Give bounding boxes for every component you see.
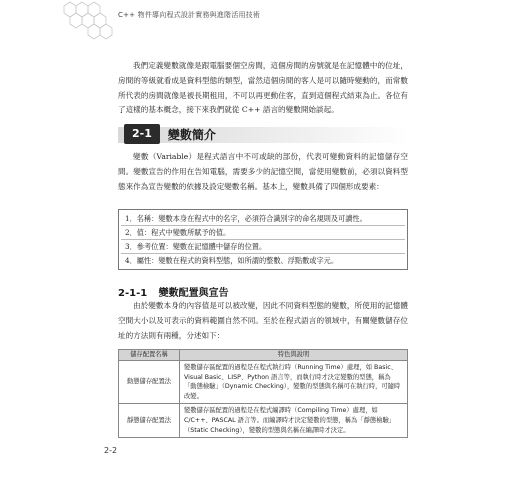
table-cell-name: 靜態儲存配置法 (119, 404, 180, 438)
section-heading-bar (118, 127, 408, 143)
feature-item: 3．參考位置：變數在記憶體中儲存的位置。 (125, 242, 267, 251)
subsection-paragraph: 由於變數本身的內容值是可以被改變，因此不同資料型態的變數，所使用的記憶體空間大小以及可表示的資料範圍自然不同。至於在程式語言的領域中，有關變數儲存位址的方法則有兩種，分述如下： (118, 301, 408, 340)
section-title: 變數簡介 (167, 127, 216, 142)
table-header-cell: 儲存配置名稱 (119, 350, 180, 361)
storage-method-table (118, 349, 408, 438)
section-paragraph: 變數（Variable）是程式語言中不可或缺的部份，代表可變動資料的記憶儲存空間。變數宣告的作用在告知電腦，需要多少的記憶空間，當使用變數前，必須以資料型態來作為宣告變數的依據及設定變數名稱。基本上，變數具備了四個形成要素： (118, 152, 408, 191)
section-heading (118, 124, 408, 144)
table-cell-description: 變數儲存區配置的過程是在程式執行時（Running Time）處理，如 Basic、Visual Basic、LISP、Python 語言等，而執行時才決定變數的型態，稱為「動態檢驗」（Dynamic Checking），變數的型態與名稱可在執行時，可隨時改變。 (180, 361, 408, 404)
subsection-title: 變數配置與宣告 (158, 288, 229, 299)
table-row (119, 361, 408, 404)
page-number: 2-2 (104, 446, 118, 455)
feature-list-box (118, 209, 408, 270)
intro-paragraph: 我們定義變數就像是跟電腦要個空房間，這個房間的房號就是在記憶體中的位址，房間的等級就看成是資料型態的類型，當然這個房間的客人是可以隨時變動的，而常數所代表的房間就像是被長期租用，不可以再更動住客，直到這個程式結束為止。各位有了這樣的基本概念，接下來我們就從 C++ 語言的變數開始談起。 (118, 61, 408, 115)
table-cell-description: 變數儲存區配置的過程是在程式編譯時（Compiling Time）處理，如 C/C++、PASCAL 語言等。而編譯時才決定變數的型態，稱為「靜態檢驗」（Static Checking），變數的型態與名稱在編譯時才決定。 (180, 404, 408, 438)
feature-item: 1．名稱：變數本身在程式中的名字，必須符合識別字的命名規則及可讀性。 (125, 214, 367, 223)
table-row (119, 404, 408, 438)
subsection-heading (118, 284, 229, 299)
table-header-cell: 特色與說明 (180, 350, 408, 361)
running-header: C++ 物件導向程式設計實務與進階活用技術 (118, 11, 261, 19)
section-number-badge: 2-1 (124, 124, 160, 144)
hexagon-decoration-icon (58, 0, 120, 40)
table-cell-name: 動態儲存配置法 (119, 361, 180, 404)
feature-item: 2．值：程式中變數所賦予的值。 (125, 228, 231, 237)
table-header-row (119, 350, 408, 361)
feature-item: 4．屬性：變數在程式的資料型態，如所謂的整數、浮點數或字元。 (125, 256, 339, 265)
subsection-number: 2-1-1 (118, 288, 148, 299)
